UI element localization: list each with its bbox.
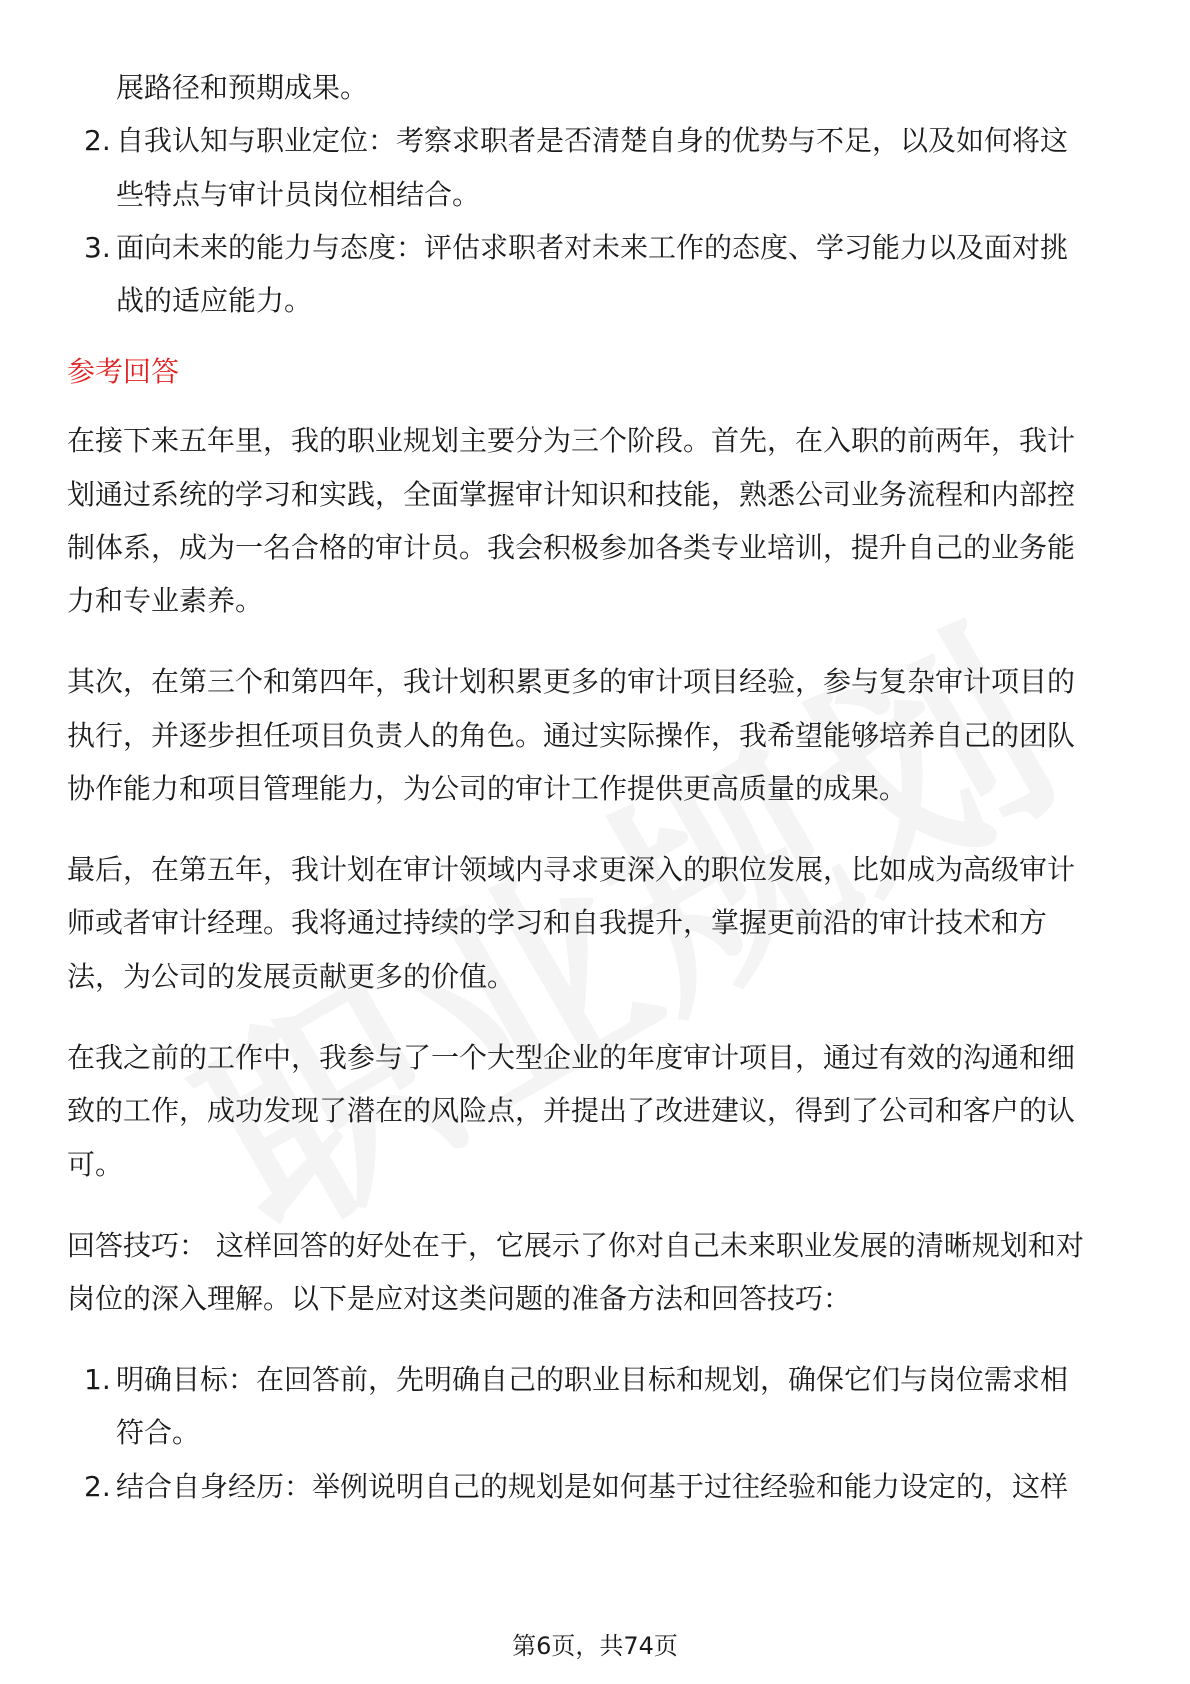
section-heading: 参考回答 [67, 355, 180, 388]
page-number: 第6页，共74页 [512, 1632, 678, 1660]
list-item-text: 面向未来的能力与态度：评估求职者对未来工作的态度、学习能力以及面对挑 [116, 231, 1069, 264]
paragraph-line: 岗位的深入理解。以下是应对这类问题的准备方法和回答技巧： [67, 1282, 852, 1315]
list-item-number: 1. [84, 1363, 111, 1396]
paragraph-line: 在我之前的工作中，我参与了一个大型企业的年度审计项目，通过有效的沟通和细 [67, 1041, 1076, 1074]
paragraph-line: 其次，在第三个和第四年，我计划积累更多的审计项目经验，参与复杂审计项目的 [67, 665, 1076, 698]
paragraph-line: 协作能力和项目管理能力，为公司的审计工作提供更高质量的成果。 [67, 772, 908, 805]
list-item-text: 自我认知与职业定位：考察求职者是否清楚自身的优势与不足，以及如何将这 [116, 124, 1069, 157]
list-item-number: 2. [84, 1470, 111, 1503]
list-item-text: 些特点与审计员岗位相结合。 [116, 178, 481, 211]
list-item-number: 3. [84, 231, 111, 264]
paragraph-line: 制体系，成为一名合格的审计员。我会积极参加各类专业培训，提升自己的业务能 [67, 531, 1076, 564]
paragraph-line: 致的工作，成功发现了潜在的风险点，并提出了改进建议，得到了公司和客户的认 [67, 1094, 1076, 1127]
list-item-text: 结合自身经历：举例说明自己的规划是如何基于过往经验和能力设定的，这样 [116, 1470, 1069, 1503]
list-item-text: 战的适应能力。 [116, 284, 313, 317]
paragraph-line: 划通过系统的学习和实践，全面掌握审计知识和技能，熟悉公司业务流程和内部控 [67, 478, 1076, 511]
paragraph-line: 力和专业素养。 [67, 584, 264, 617]
list-item-text: 明确目标：在回答前，先明确自己的职业目标和规划，确保它们与岗位需求相 [116, 1363, 1069, 1396]
page-footer [0, 1628, 1190, 1664]
paragraph-line: 法，为公司的发展贡献更多的价值。 [67, 960, 516, 993]
paragraph-line: 执行，并逐步担任项目负责人的角色。通过实际操作，我希望能够培养自己的团队 [67, 719, 1076, 752]
list-item-text: 符合。 [116, 1416, 201, 1449]
paragraph-line: 最后，在第五年，我计划在审计领域内寻求更深入的职位发展，比如成为高级审计 [67, 853, 1076, 886]
list-item-text: 展路径和预期成果。 [116, 71, 369, 104]
paragraph-line: 在接下来五年里，我的职业规划主要分为三个阶段。首先，在入职的前两年，我计 [67, 424, 1076, 457]
list-item-number: 2. [84, 124, 111, 157]
paragraph-line: 可。 [67, 1148, 124, 1181]
paragraph-line: 师或者审计经理。我将通过持续的学习和自我提升，掌握更前沿的审计技术和方 [67, 906, 1048, 939]
paragraph-line: 回答技巧： 这样回答的好处在于，它展示了你对自己未来职业发展的清晰规划和对 [67, 1229, 1084, 1262]
